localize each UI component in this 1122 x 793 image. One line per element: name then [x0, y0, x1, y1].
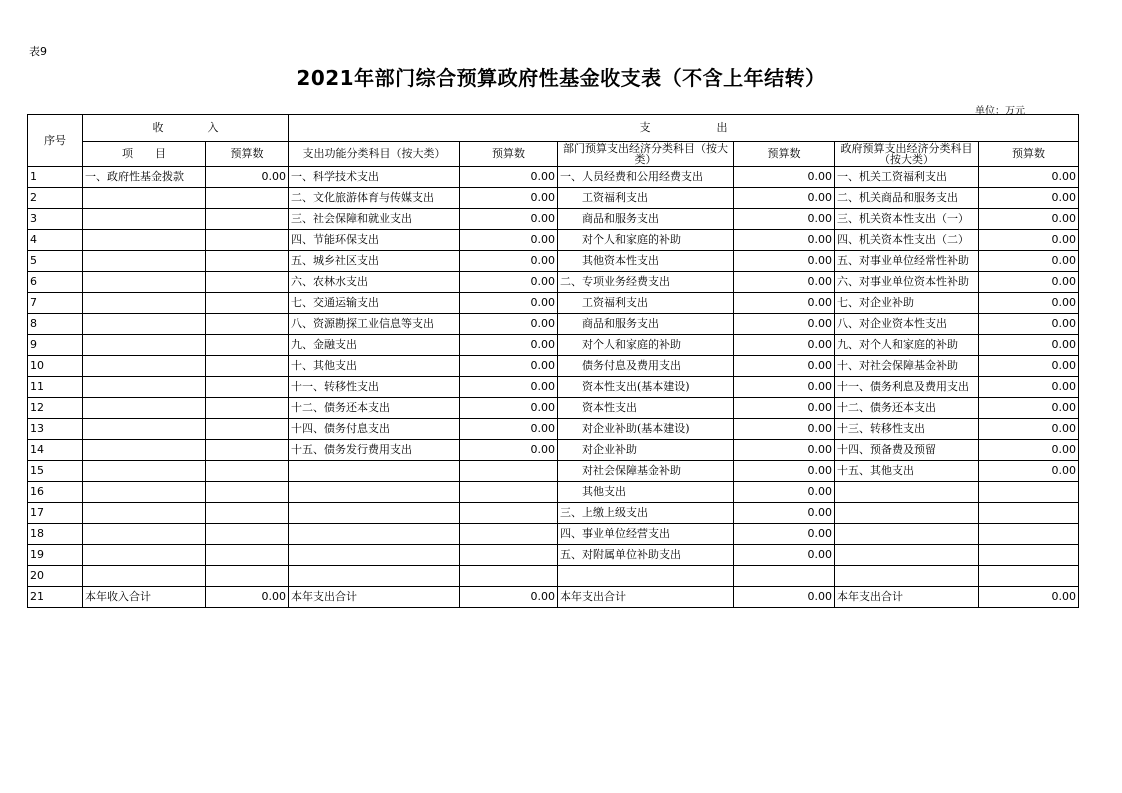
header-dept-budget: 预算数: [734, 142, 835, 167]
dept-econ-item: 其他资本性支出: [558, 251, 734, 272]
gov-econ-item: [835, 503, 979, 524]
income-amount: [206, 398, 289, 419]
gov-econ-item: 二、机关商品和服务支出: [835, 188, 979, 209]
gov-econ-amount: [979, 482, 1079, 503]
row-seq: 3: [28, 209, 83, 230]
income-amount: [206, 419, 289, 440]
income-item: [83, 566, 206, 587]
income-item: [83, 251, 206, 272]
table-row: [28, 566, 1079, 587]
row-seq: 20: [28, 566, 83, 587]
gov-econ-amount: 0.00: [979, 356, 1079, 377]
income-amount: [206, 524, 289, 545]
func-item: 六、农林水支出: [289, 272, 460, 293]
func-item: 本年支出合计: [289, 587, 460, 608]
income-amount: [206, 440, 289, 461]
dept-econ-item: 其他支出: [558, 482, 734, 503]
gov-econ-item: 十二、债务还本支出: [835, 398, 979, 419]
func-amount: [460, 545, 558, 566]
income-item: 本年收入合计: [83, 587, 206, 608]
func-amount: [460, 461, 558, 482]
gov-econ-amount: 0.00: [979, 209, 1079, 230]
gov-econ-amount: 0.00: [979, 461, 1079, 482]
func-item: [289, 461, 460, 482]
table-row: [28, 461, 1079, 482]
gov-econ-amount: [979, 566, 1079, 587]
func-amount: [460, 524, 558, 545]
dept-econ-amount: 0.00: [734, 461, 835, 482]
func-amount: 0.00: [460, 272, 558, 293]
dept-econ-amount: 0.00: [734, 503, 835, 524]
dept-econ-item: 本年支出合计: [558, 587, 734, 608]
dept-econ-amount: 0.00: [734, 545, 835, 566]
gov-econ-item: 四、机关资本性支出（二）: [835, 230, 979, 251]
dept-econ-item: 四、事业单位经营支出: [558, 524, 734, 545]
gov-econ-amount: 0.00: [979, 377, 1079, 398]
income-item: [83, 356, 206, 377]
header-func-budget: 预算数: [460, 142, 558, 167]
header-gov-budget: 预算数: [979, 142, 1079, 167]
dept-econ-item: 对个人和家庭的补助: [558, 335, 734, 356]
func-item: 四、节能环保支出: [289, 230, 460, 251]
row-seq: 1: [28, 167, 83, 188]
income-amount: [206, 209, 289, 230]
row-seq: 17: [28, 503, 83, 524]
gov-econ-item: 七、对企业补助: [835, 293, 979, 314]
income-item: [83, 419, 206, 440]
dept-econ-amount: 0.00: [734, 587, 835, 608]
income-amount: 0.00: [206, 587, 289, 608]
row-seq: 8: [28, 314, 83, 335]
income-item: [83, 524, 206, 545]
header-row-top: [28, 115, 1079, 142]
func-amount: 0.00: [460, 293, 558, 314]
dept-econ-item: 工资福利支出: [558, 188, 734, 209]
income-amount: 0.00: [206, 167, 289, 188]
gov-econ-amount: 0.00: [979, 419, 1079, 440]
gov-econ-item: 十五、其他支出: [835, 461, 979, 482]
table-row: [28, 314, 1079, 335]
gov-econ-item: 一、机关工资福利支出: [835, 167, 979, 188]
func-amount: 0.00: [460, 167, 558, 188]
gov-econ-amount: 0.00: [979, 230, 1079, 251]
row-seq: 11: [28, 377, 83, 398]
table-row: [28, 377, 1079, 398]
gov-econ-item: 十、对社会保障基金补助: [835, 356, 979, 377]
header-gov-econ: 政府预算支出经济分类科目（按大类）: [835, 142, 979, 167]
func-item: [289, 524, 460, 545]
table-row: [28, 545, 1079, 566]
gov-econ-item: [835, 524, 979, 545]
header-dept-econ: 部门预算支出经济分类科目（按大类）: [558, 142, 734, 167]
dept-econ-amount: 0.00: [734, 419, 835, 440]
budget-table: [27, 114, 1079, 608]
income-item: [83, 461, 206, 482]
func-item: 十二、债务还本支出: [289, 398, 460, 419]
header-row-sub: [28, 142, 1079, 167]
income-item: [83, 482, 206, 503]
row-seq: 10: [28, 356, 83, 377]
dept-econ-amount: [734, 566, 835, 587]
income-item: [83, 272, 206, 293]
income-item: [83, 503, 206, 524]
gov-econ-amount: 0.00: [979, 293, 1079, 314]
table-row: [28, 251, 1079, 272]
row-seq: 5: [28, 251, 83, 272]
table-row: [28, 272, 1079, 293]
dept-econ-amount: 0.00: [734, 314, 835, 335]
gov-econ-item: 十一、债务利息及费用支出: [835, 377, 979, 398]
dept-econ-amount: 0.00: [734, 293, 835, 314]
dept-econ-item: 对企业补助(基本建设): [558, 419, 734, 440]
dept-econ-item: 对企业补助: [558, 440, 734, 461]
func-amount: 0.00: [460, 209, 558, 230]
row-seq: 13: [28, 419, 83, 440]
func-item: 七、交通运输支出: [289, 293, 460, 314]
dept-econ-amount: 0.00: [734, 440, 835, 461]
dept-econ-item: 债务付息及费用支出: [558, 356, 734, 377]
func-item: [289, 503, 460, 524]
income-item: 一、政府性基金拨款: [83, 167, 206, 188]
dept-econ-amount: 0.00: [734, 398, 835, 419]
func-amount: 0.00: [460, 356, 558, 377]
dept-econ-amount: 0.00: [734, 335, 835, 356]
dept-econ-amount: 0.00: [734, 209, 835, 230]
func-item: [289, 545, 460, 566]
dept-econ-amount: 0.00: [734, 251, 835, 272]
func-amount: 0.00: [460, 440, 558, 461]
income-item: [83, 188, 206, 209]
table-row: [28, 587, 1079, 608]
dept-econ-amount: 0.00: [734, 167, 835, 188]
table-row: [28, 482, 1079, 503]
func-amount: 0.00: [460, 314, 558, 335]
func-item: [289, 566, 460, 587]
gov-econ-amount: 0.00: [979, 188, 1079, 209]
gov-econ-amount: 0.00: [979, 398, 1079, 419]
income-amount: [206, 503, 289, 524]
header-income-budget: 预算数: [206, 142, 289, 167]
income-amount: [206, 314, 289, 335]
income-amount: [206, 545, 289, 566]
row-seq: 15: [28, 461, 83, 482]
table-row: [28, 356, 1079, 377]
table-row: [28, 398, 1079, 419]
sheet-label: 表9: [29, 45, 47, 58]
dept-econ-item: 三、上缴上级支出: [558, 503, 734, 524]
dept-econ-item: 工资福利支出: [558, 293, 734, 314]
func-amount: 0.00: [460, 419, 558, 440]
income-amount: [206, 566, 289, 587]
income-item: [83, 335, 206, 356]
func-amount: 0.00: [460, 251, 558, 272]
dept-econ-item: 资本性支出: [558, 398, 734, 419]
gov-econ-item: 十三、转移性支出: [835, 419, 979, 440]
func-amount: 0.00: [460, 230, 558, 251]
income-amount: [206, 356, 289, 377]
dept-econ-amount: 0.00: [734, 272, 835, 293]
table-row: [28, 503, 1079, 524]
func-amount: [460, 482, 558, 503]
gov-econ-amount: 0.00: [979, 335, 1079, 356]
dept-econ-item: 商品和服务支出: [558, 314, 734, 335]
func-amount: 0.00: [460, 335, 558, 356]
dept-econ-amount: 0.00: [734, 356, 835, 377]
income-amount: [206, 251, 289, 272]
unit-label: 单位：万元: [975, 106, 1025, 117]
header-seq: 序号: [28, 115, 83, 167]
row-seq: 18: [28, 524, 83, 545]
dept-econ-item: 五、对附属单位补助支出: [558, 545, 734, 566]
income-item: [83, 209, 206, 230]
dept-econ-item: 二、专项业务经费支出: [558, 272, 734, 293]
gov-econ-item: [835, 545, 979, 566]
dept-econ-amount: 0.00: [734, 230, 835, 251]
gov-econ-amount: [979, 524, 1079, 545]
gov-econ-amount: 0.00: [979, 251, 1079, 272]
gov-econ-item: 十四、预备费及预留: [835, 440, 979, 461]
func-item: 三、社会保障和就业支出: [289, 209, 460, 230]
page-title: 2021年部门综合预算政府性基金收支表（不含上年结转）: [296, 66, 826, 90]
dept-econ-item: 对个人和家庭的补助: [558, 230, 734, 251]
header-item: 项 目: [83, 142, 206, 167]
income-item: [83, 230, 206, 251]
table-row: [28, 209, 1079, 230]
func-amount: [460, 503, 558, 524]
table-row: [28, 524, 1079, 545]
func-item: 八、资源勘探工业信息等支出: [289, 314, 460, 335]
row-seq: 16: [28, 482, 83, 503]
gov-econ-item: 九、对个人和家庭的补助: [835, 335, 979, 356]
func-item: 十、其他支出: [289, 356, 460, 377]
func-item: [289, 482, 460, 503]
func-item: 二、文化旅游体育与传媒支出: [289, 188, 460, 209]
row-seq: 12: [28, 398, 83, 419]
table-row: [28, 419, 1079, 440]
row-seq: 14: [28, 440, 83, 461]
dept-econ-item: 资本性支出(基本建设): [558, 377, 734, 398]
gov-econ-amount: [979, 545, 1079, 566]
dept-econ-amount: 0.00: [734, 188, 835, 209]
gov-econ-amount: 0.00: [979, 272, 1079, 293]
gov-econ-item: 五、对事业单位经常性补助: [835, 251, 979, 272]
table-row: [28, 335, 1079, 356]
dept-econ-item: 商品和服务支出: [558, 209, 734, 230]
gov-econ-item: 本年支出合计: [835, 587, 979, 608]
gov-econ-amount: 0.00: [979, 440, 1079, 461]
func-item: 十五、债务发行费用支出: [289, 440, 460, 461]
func-amount: 0.00: [460, 188, 558, 209]
func-item: 九、金融支出: [289, 335, 460, 356]
gov-econ-item: 八、对企业资本性支出: [835, 314, 979, 335]
dept-econ-amount: 0.00: [734, 482, 835, 503]
func-item: 十一、转移性支出: [289, 377, 460, 398]
income-amount: [206, 377, 289, 398]
func-amount: 0.00: [460, 587, 558, 608]
func-item: 五、城乡社区支出: [289, 251, 460, 272]
row-seq: 7: [28, 293, 83, 314]
dept-econ-amount: 0.00: [734, 377, 835, 398]
header-expense: 支 出: [289, 115, 1079, 142]
table-row: [28, 230, 1079, 251]
dept-econ-item: 一、人员经费和公用经费支出: [558, 167, 734, 188]
income-amount: [206, 272, 289, 293]
gov-econ-item: [835, 566, 979, 587]
gov-econ-item: 三、机关资本性支出（一）: [835, 209, 979, 230]
income-amount: [206, 293, 289, 314]
row-seq: 19: [28, 545, 83, 566]
gov-econ-amount: 0.00: [979, 314, 1079, 335]
gov-econ-item: 六、对事业单位资本性补助: [835, 272, 979, 293]
table-row: [28, 293, 1079, 314]
income-amount: [206, 461, 289, 482]
row-seq: 9: [28, 335, 83, 356]
dept-econ-item: [558, 566, 734, 587]
gov-econ-amount: 0.00: [979, 587, 1079, 608]
table-row: [28, 440, 1079, 461]
income-item: [83, 314, 206, 335]
func-amount: 0.00: [460, 377, 558, 398]
income-item: [83, 440, 206, 461]
func-amount: 0.00: [460, 398, 558, 419]
row-seq: 4: [28, 230, 83, 251]
row-seq: 21: [28, 587, 83, 608]
table-row: [28, 167, 1079, 188]
gov-econ-item: [835, 482, 979, 503]
dept-econ-item: 对社会保障基金补助: [558, 461, 734, 482]
row-seq: 2: [28, 188, 83, 209]
income-item: [83, 398, 206, 419]
income-item: [83, 377, 206, 398]
func-item: 一、科学技术支出: [289, 167, 460, 188]
gov-econ-amount: 0.00: [979, 167, 1079, 188]
income-item: [83, 293, 206, 314]
dept-econ-amount: 0.00: [734, 524, 835, 545]
gov-econ-amount: [979, 503, 1079, 524]
table-row: [28, 188, 1079, 209]
income-amount: [206, 335, 289, 356]
func-amount: [460, 566, 558, 587]
header-income: 收 入: [83, 115, 289, 142]
row-seq: 6: [28, 272, 83, 293]
income-amount: [206, 482, 289, 503]
income-amount: [206, 188, 289, 209]
income-amount: [206, 230, 289, 251]
income-item: [83, 545, 206, 566]
func-item: 十四、债务付息支出: [289, 419, 460, 440]
header-func-class: 支出功能分类科目（按大类）: [289, 142, 460, 167]
